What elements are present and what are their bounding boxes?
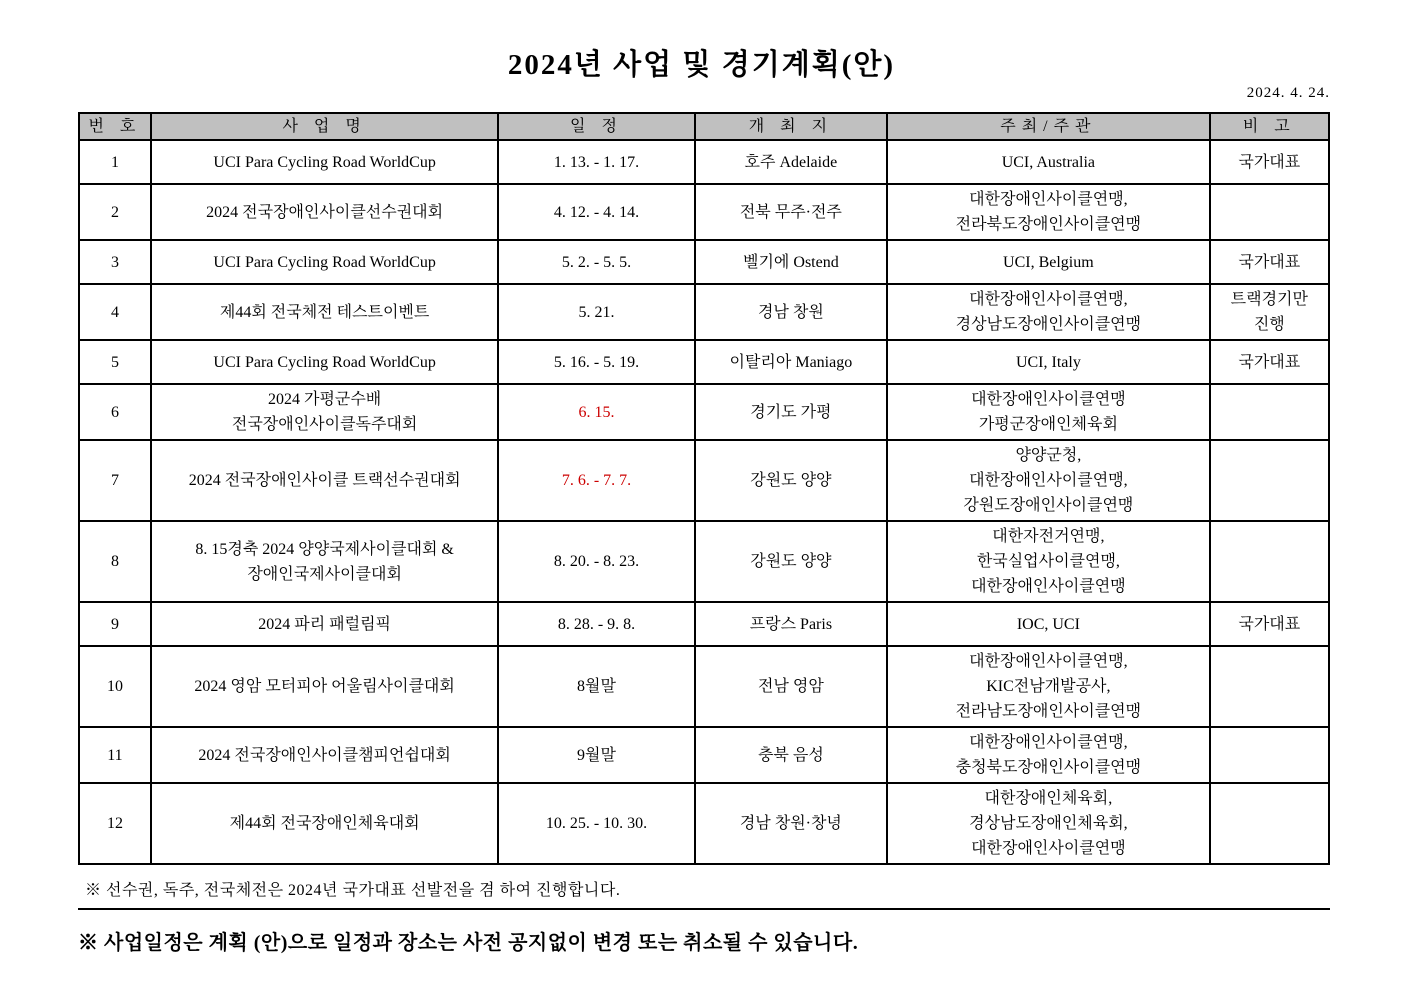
divider-line bbox=[78, 908, 1330, 910]
cell-name: 2024 영암 모터피아 어울림사이클대회 bbox=[151, 646, 499, 727]
table-row bbox=[79, 384, 1329, 440]
table-row bbox=[79, 602, 1329, 646]
cell-note: 트랙경기만 진행 bbox=[1210, 284, 1329, 340]
footnote-selection-note: ※ 선수권, 독주, 전국체전은 2024년 국가대표 선발전을 겸 하여 진행합니다. bbox=[85, 882, 621, 899]
header-schedule: 일 정 bbox=[498, 113, 694, 140]
cell-schedule: 8월말 bbox=[498, 646, 694, 727]
cell-note bbox=[1210, 184, 1329, 240]
cell-schedule: 5. 16. - 5. 19. bbox=[498, 340, 694, 384]
cell-schedule: 4. 12. - 4. 14. bbox=[498, 184, 694, 240]
cell-name: 2024 전국장애인사이클 트랙선수권대회 bbox=[151, 440, 499, 521]
cell-no: 10 bbox=[79, 646, 151, 727]
cell-host: UCI, Australia bbox=[887, 140, 1210, 184]
cell-schedule: 8. 20. - 8. 23. bbox=[498, 521, 694, 602]
cell-host: 대한장애인사이클연맹, KIC전남개발공사, 전라남도장애인사이클연맹 bbox=[887, 646, 1210, 727]
table-row bbox=[79, 646, 1329, 727]
table-row bbox=[79, 521, 1329, 602]
cell-venue: 경기도 가평 bbox=[695, 384, 888, 440]
cell-schedule: 5. 2. - 5. 5. bbox=[498, 240, 694, 284]
cell-venue: 경남 창원 bbox=[695, 284, 888, 340]
table-row bbox=[79, 727, 1329, 783]
table-header-row bbox=[79, 113, 1329, 140]
cell-no: 2 bbox=[79, 184, 151, 240]
cell-no: 11 bbox=[79, 727, 151, 783]
header-venue: 개 최 지 bbox=[695, 113, 888, 140]
cell-note bbox=[1210, 440, 1329, 521]
cell-venue: 경남 창원·창녕 bbox=[695, 783, 888, 864]
cell-note bbox=[1210, 521, 1329, 602]
table-row bbox=[79, 783, 1329, 864]
cell-host: 대한장애인사이클연맹 가평군장애인체육회 bbox=[887, 384, 1210, 440]
cell-note: 국가대표 bbox=[1210, 140, 1329, 184]
cell-venue: 전북 무주·전주 bbox=[695, 184, 888, 240]
cell-host: UCI, Italy bbox=[887, 340, 1210, 384]
cell-host: 대한장애인사이클연맹, 경상남도장애인사이클연맹 bbox=[887, 284, 1210, 340]
cell-no: 4 bbox=[79, 284, 151, 340]
cell-schedule: 6. 15. bbox=[498, 384, 694, 440]
cell-note bbox=[1210, 384, 1329, 440]
cell-no: 8 bbox=[79, 521, 151, 602]
cell-venue: 전남 영암 bbox=[695, 646, 888, 727]
cell-host: 대한자전거연맹, 한국실업사이클연맹, 대한장애인사이클연맹 bbox=[887, 521, 1210, 602]
cell-name: UCI Para Cycling Road WorldCup bbox=[151, 340, 499, 384]
cell-no: 9 bbox=[79, 602, 151, 646]
cell-venue: 호주 Adelaide bbox=[695, 140, 888, 184]
cell-schedule: 9월말 bbox=[498, 727, 694, 783]
cell-note: 국가대표 bbox=[1210, 602, 1329, 646]
cell-name: 제44회 전국체전 테스트이벤트 bbox=[151, 284, 499, 340]
cell-host: 양양군청, 대한장애인사이클연맹, 강원도장애인사이클연맹 bbox=[887, 440, 1210, 521]
table-row bbox=[79, 440, 1329, 521]
header-name: 사 업 명 bbox=[151, 113, 499, 140]
cell-name: UCI Para Cycling Road WorldCup bbox=[151, 140, 499, 184]
cell-name: 2024 가평군수배 전국장애인사이클독주대회 bbox=[151, 384, 499, 440]
cell-host: IOC, UCI bbox=[887, 602, 1210, 646]
cell-name: 2024 파리 패럴림픽 bbox=[151, 602, 499, 646]
cell-schedule: 1. 13. - 1. 17. bbox=[498, 140, 694, 184]
cell-name: 제44회 전국장애인체육대회 bbox=[151, 783, 499, 864]
table-row bbox=[79, 184, 1329, 240]
cell-host: UCI, Belgium bbox=[887, 240, 1210, 284]
cell-name: 2024 전국장애인사이클챔피언쉽대회 bbox=[151, 727, 499, 783]
cell-venue: 충북 음성 bbox=[695, 727, 888, 783]
cell-no: 12 bbox=[79, 783, 151, 864]
cell-venue: 벨기에 Ostend bbox=[695, 240, 888, 284]
cell-no: 3 bbox=[79, 240, 151, 284]
cell-name: 8. 15경축 2024 양양국제사이클대회 & 장애인국제사이클대회 bbox=[151, 521, 499, 602]
cell-schedule: 10. 25. - 10. 30. bbox=[498, 783, 694, 864]
table-body bbox=[79, 140, 1329, 864]
header-host: 주최/주관 bbox=[887, 113, 1210, 140]
schedule-table bbox=[78, 112, 1330, 865]
cell-no: 6 bbox=[79, 384, 151, 440]
cell-venue: 강원도 양양 bbox=[695, 521, 888, 602]
document-date: 2024. 4. 24. bbox=[1246, 85, 1330, 101]
cell-venue: 강원도 양양 bbox=[695, 440, 888, 521]
cell-host: 대한장애인체육회, 경상남도장애인체육회, 대한장애인사이클연맹 bbox=[887, 783, 1210, 864]
cell-schedule: 5. 21. bbox=[498, 284, 694, 340]
header-note: 비 고 bbox=[1210, 113, 1329, 140]
cell-note bbox=[1210, 783, 1329, 864]
table-row bbox=[79, 340, 1329, 384]
cell-schedule: 8. 28. - 9. 8. bbox=[498, 602, 694, 646]
cell-venue: 프랑스 Paris bbox=[695, 602, 888, 646]
cell-host: 대한장애인사이클연맹, 전라북도장애인사이클연맹 bbox=[887, 184, 1210, 240]
cell-no: 1 bbox=[79, 140, 151, 184]
cell-note bbox=[1210, 727, 1329, 783]
header-no: 번 호 bbox=[79, 113, 151, 140]
cell-note: 국가대표 bbox=[1210, 240, 1329, 284]
cell-schedule: 7. 6. - 7. 7. bbox=[498, 440, 694, 521]
cell-name: 2024 전국장애인사이클선수권대회 bbox=[151, 184, 499, 240]
table-row bbox=[79, 284, 1329, 340]
cell-name: UCI Para Cycling Road WorldCup bbox=[151, 240, 499, 284]
cell-venue: 이탈리아 Maniago bbox=[695, 340, 888, 384]
cell-note bbox=[1210, 646, 1329, 727]
footnote-disclaimer: ※ 사업일정은 계획 (안)으로 일정과 장소는 사전 공지없이 변경 또는 취소될 수 있습니다. bbox=[78, 932, 859, 954]
cell-no: 5 bbox=[79, 340, 151, 384]
cell-no: 7 bbox=[79, 440, 151, 521]
page-title: 2024년 사업 및 경기계획(안) bbox=[507, 49, 896, 81]
table-row bbox=[79, 140, 1329, 184]
cell-note: 국가대표 bbox=[1210, 340, 1329, 384]
cell-host: 대한장애인사이클연맹, 충청북도장애인사이클연맹 bbox=[887, 727, 1210, 783]
table-row bbox=[79, 240, 1329, 284]
